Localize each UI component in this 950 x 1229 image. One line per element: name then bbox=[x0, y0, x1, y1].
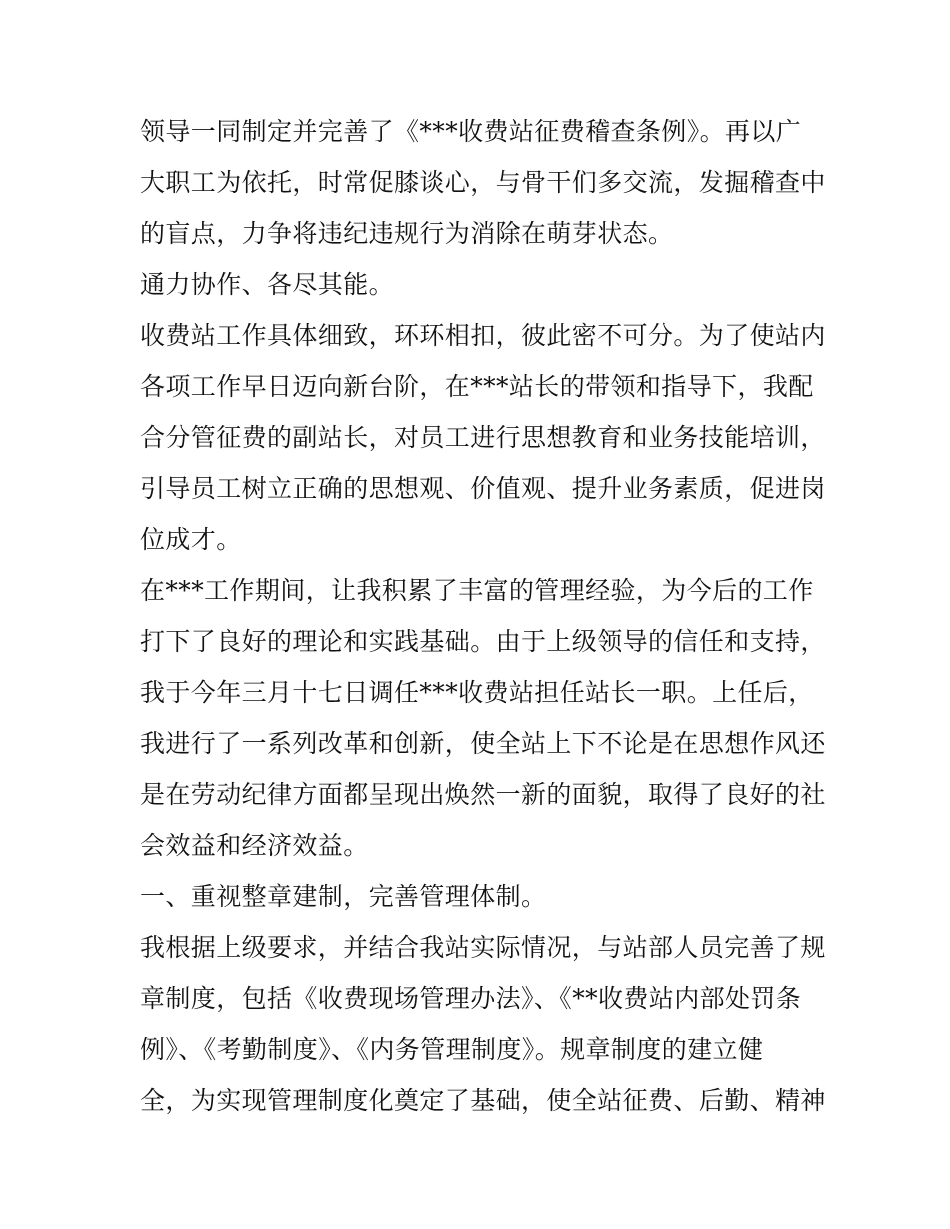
text-line: 大职工为依托，时常促膝谈心，与骨干们多交流，发掘稽查中 bbox=[140, 168, 826, 197]
text-line: 引导员工树立正确的思想观、价值观、提升业务素质，促进岗 bbox=[140, 474, 826, 503]
section-heading: 一、重视整章建制，完善管理体制。 bbox=[140, 882, 547, 911]
text-line: 章制度，包括《收费现场管理办法》、《**收费站内部处罚条 bbox=[140, 984, 802, 1013]
text-line: 打下了良好的理论和实践基础。由于上级领导的信任和支持， bbox=[140, 627, 826, 656]
text-line: 是在劳动纪律方面都呈现出焕然一新的面貌，取得了良好的社 bbox=[140, 780, 826, 809]
text-line: 各项工作早日迈向新台阶，在***站长的带领和指导下，我配 bbox=[140, 372, 814, 401]
text-line: 收费站工作具体细致，环环相扣，彼此密不可分。为了使站内 bbox=[140, 321, 826, 350]
text-line: 的盲点，力争将违纪违规行为消除在萌芽状态。 bbox=[140, 219, 674, 248]
text-line: 合分管征费的副站长，对员工进行思想教育和业务技能培训， bbox=[140, 423, 826, 452]
text-line: 我根据上级要求，并结合我站实际情况，与站部人员完善了规 bbox=[140, 933, 826, 962]
document-body bbox=[140, 106, 826, 1126]
text-line: 位成才。 bbox=[140, 525, 242, 554]
text-line: 会效益和经济效益。 bbox=[140, 831, 369, 860]
text-line: 全，为实现管理制度化奠定了基础，使全站征费、后勤、精神 bbox=[140, 1086, 826, 1115]
section-heading: 通力协作、各尽其能。 bbox=[140, 270, 395, 299]
text-line: 在***工作期间，让我积累了丰富的管理经验，为今后的工作 bbox=[140, 576, 814, 605]
text-line: 我进行了一系列改革和创新，使全站上下不论是在思想作风还 bbox=[140, 729, 826, 758]
text-line: 领导一同制定并完善了《***收费站征费稽查条例》。再以广 bbox=[140, 117, 802, 146]
text-line: 我于今年三月十七日调任***收费站担任站长一职。上任后， bbox=[140, 678, 814, 707]
text-line: 例》、《考勤制度》、《内务管理制度》。规章制度的建立健 bbox=[140, 1035, 764, 1064]
